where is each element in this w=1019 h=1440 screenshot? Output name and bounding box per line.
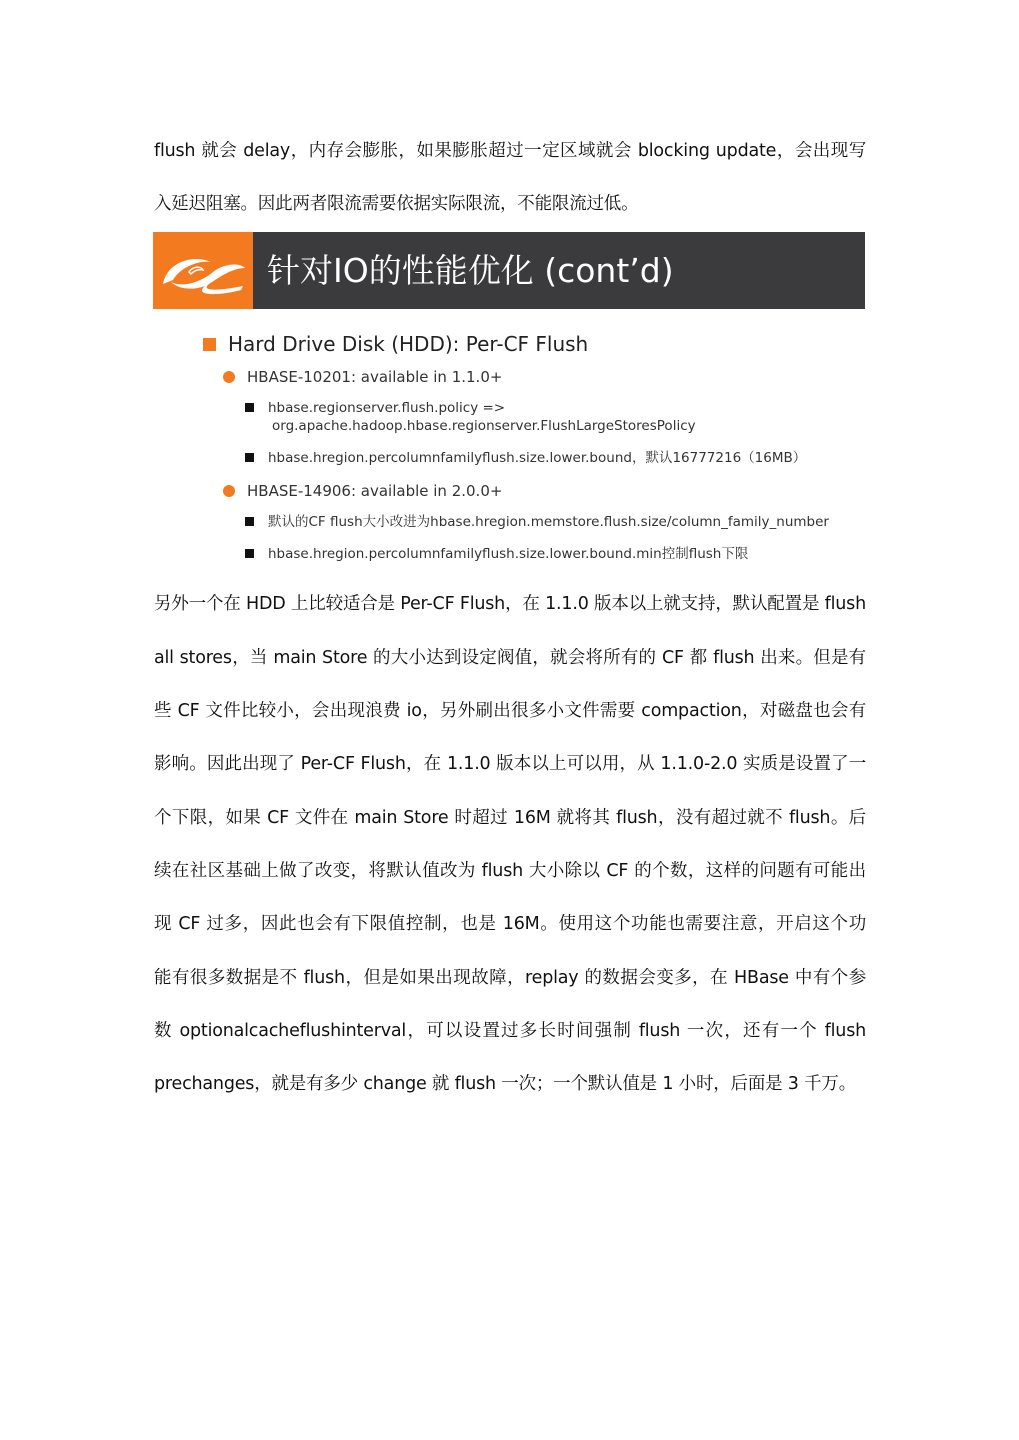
slide-item-text: hbase.hregion.percolumnfamilyflush.size.lower.bound，默认16777216（16MB） bbox=[268, 450, 807, 466]
slide-sub-bullet-text: HBASE-14906: available in 2.0.0+ bbox=[247, 482, 503, 500]
paragraph-main-line-7: 现 CF 过多，因此也会有下限值控制，也是 16M。使用这个功能也需要注意，开启这个功 bbox=[154, 914, 866, 934]
paragraph-main-line-9: 数 optionalcacheflushinterval，可以设置过多长时间强制 flush 一次，还有一个 flush bbox=[154, 1021, 866, 1041]
slide-item-default-cf-flush bbox=[245, 513, 829, 531]
circle-bullet-icon bbox=[223, 371, 235, 383]
slide-item-text: 默认的CF flush大小改进为hbase.hregion.memstore.flush.size/column_family_number bbox=[268, 514, 829, 530]
circle-bullet-icon bbox=[223, 485, 235, 497]
paragraph-main-line-2: all stores，当 main Store 的大小达到设定阀值，就会将所有的 CF 都 flush 出来。但是有 bbox=[154, 648, 866, 668]
slide-item-text-continued: org.apache.hadoop.hbase.regionserver.FlushLargeStoresPolicy bbox=[272, 418, 696, 434]
slide-sub-bullet-hbase-10201 bbox=[223, 367, 502, 387]
square-bullet-icon bbox=[245, 403, 254, 412]
slide-title: 针对IO的性能优化 (cont’d) bbox=[267, 251, 674, 290]
paragraph-main-line-6: 续在社区基础上做了改变，将默认值改为 flush 大小除以 CF 的个数，这样的问题有可能出 bbox=[154, 861, 866, 881]
paragraph-main-line-8: 能有很多数据是不 flush，但是如果出现故障，replay 的数据会变多，在 HBase 中有个参 bbox=[154, 968, 866, 988]
paragraph-top-line-1: flush 就会 delay，内存会膨胀，如果膨胀超过一定区域就会 blocking update，会出现写 bbox=[154, 141, 866, 161]
slide-item-text: hbase.regionserver.flush.policy => bbox=[268, 400, 506, 416]
square-bullet-icon bbox=[245, 517, 254, 526]
slide-item-flush-policy bbox=[245, 399, 505, 417]
paragraph-main-line-5: 个下限，如果 CF 文件在 main Store 时超过 16M 就将其 flush，没有超过就不 flush。后 bbox=[154, 808, 866, 828]
embedded-slide bbox=[153, 232, 865, 572]
square-bullet-icon bbox=[245, 549, 254, 558]
slide-item-lower-bound-min bbox=[245, 545, 748, 563]
paragraph-main-line-1: 另外一个在 HDD 上比较适合是 Per-CF Flush，在 1.1.0 版本以上就支持，默认配置是 flush bbox=[154, 594, 866, 614]
paragraph-main-line-10: prechanges，就是有多少 change 就 flush 一次；一个默认值是 1 小时，后面是 3 千万。 bbox=[154, 1074, 857, 1094]
square-bullet-icon bbox=[203, 338, 216, 351]
slide-bullet-hdd bbox=[203, 332, 588, 356]
paragraph-main-line-4: 影响。因此出现了 Per-CF Flush，在 1.1.0 版本以上可以用，从 1.1.0-2.0 实质是设置了一 bbox=[154, 754, 866, 774]
slide-sub-bullet-hbase-14906 bbox=[223, 481, 502, 501]
paragraph-top-line-2: 入延迟阻塞。因此两者限流需要依据实际限流，不能限流过低。 bbox=[154, 194, 639, 214]
slide-header bbox=[153, 232, 865, 309]
alibaba-logo-icon bbox=[153, 232, 253, 309]
slide-item-lower-bound bbox=[245, 449, 806, 467]
paragraph-main-line-3: 些 CF 文件比较小，会出现浪费 io，另外刷出很多小文件需要 compaction，对磁盘也会有 bbox=[154, 701, 866, 721]
slide-sub-bullet-text: HBASE-10201: available in 1.1.0+ bbox=[247, 368, 503, 386]
slide-bullet-hdd-text: Hard Drive Disk (HDD): Per-CF Flush bbox=[228, 332, 589, 356]
square-bullet-icon bbox=[245, 453, 254, 462]
slide-item-text: hbase.hregion.percolumnfamilyflush.size.lower.bound.min控制flush下限 bbox=[268, 546, 749, 562]
